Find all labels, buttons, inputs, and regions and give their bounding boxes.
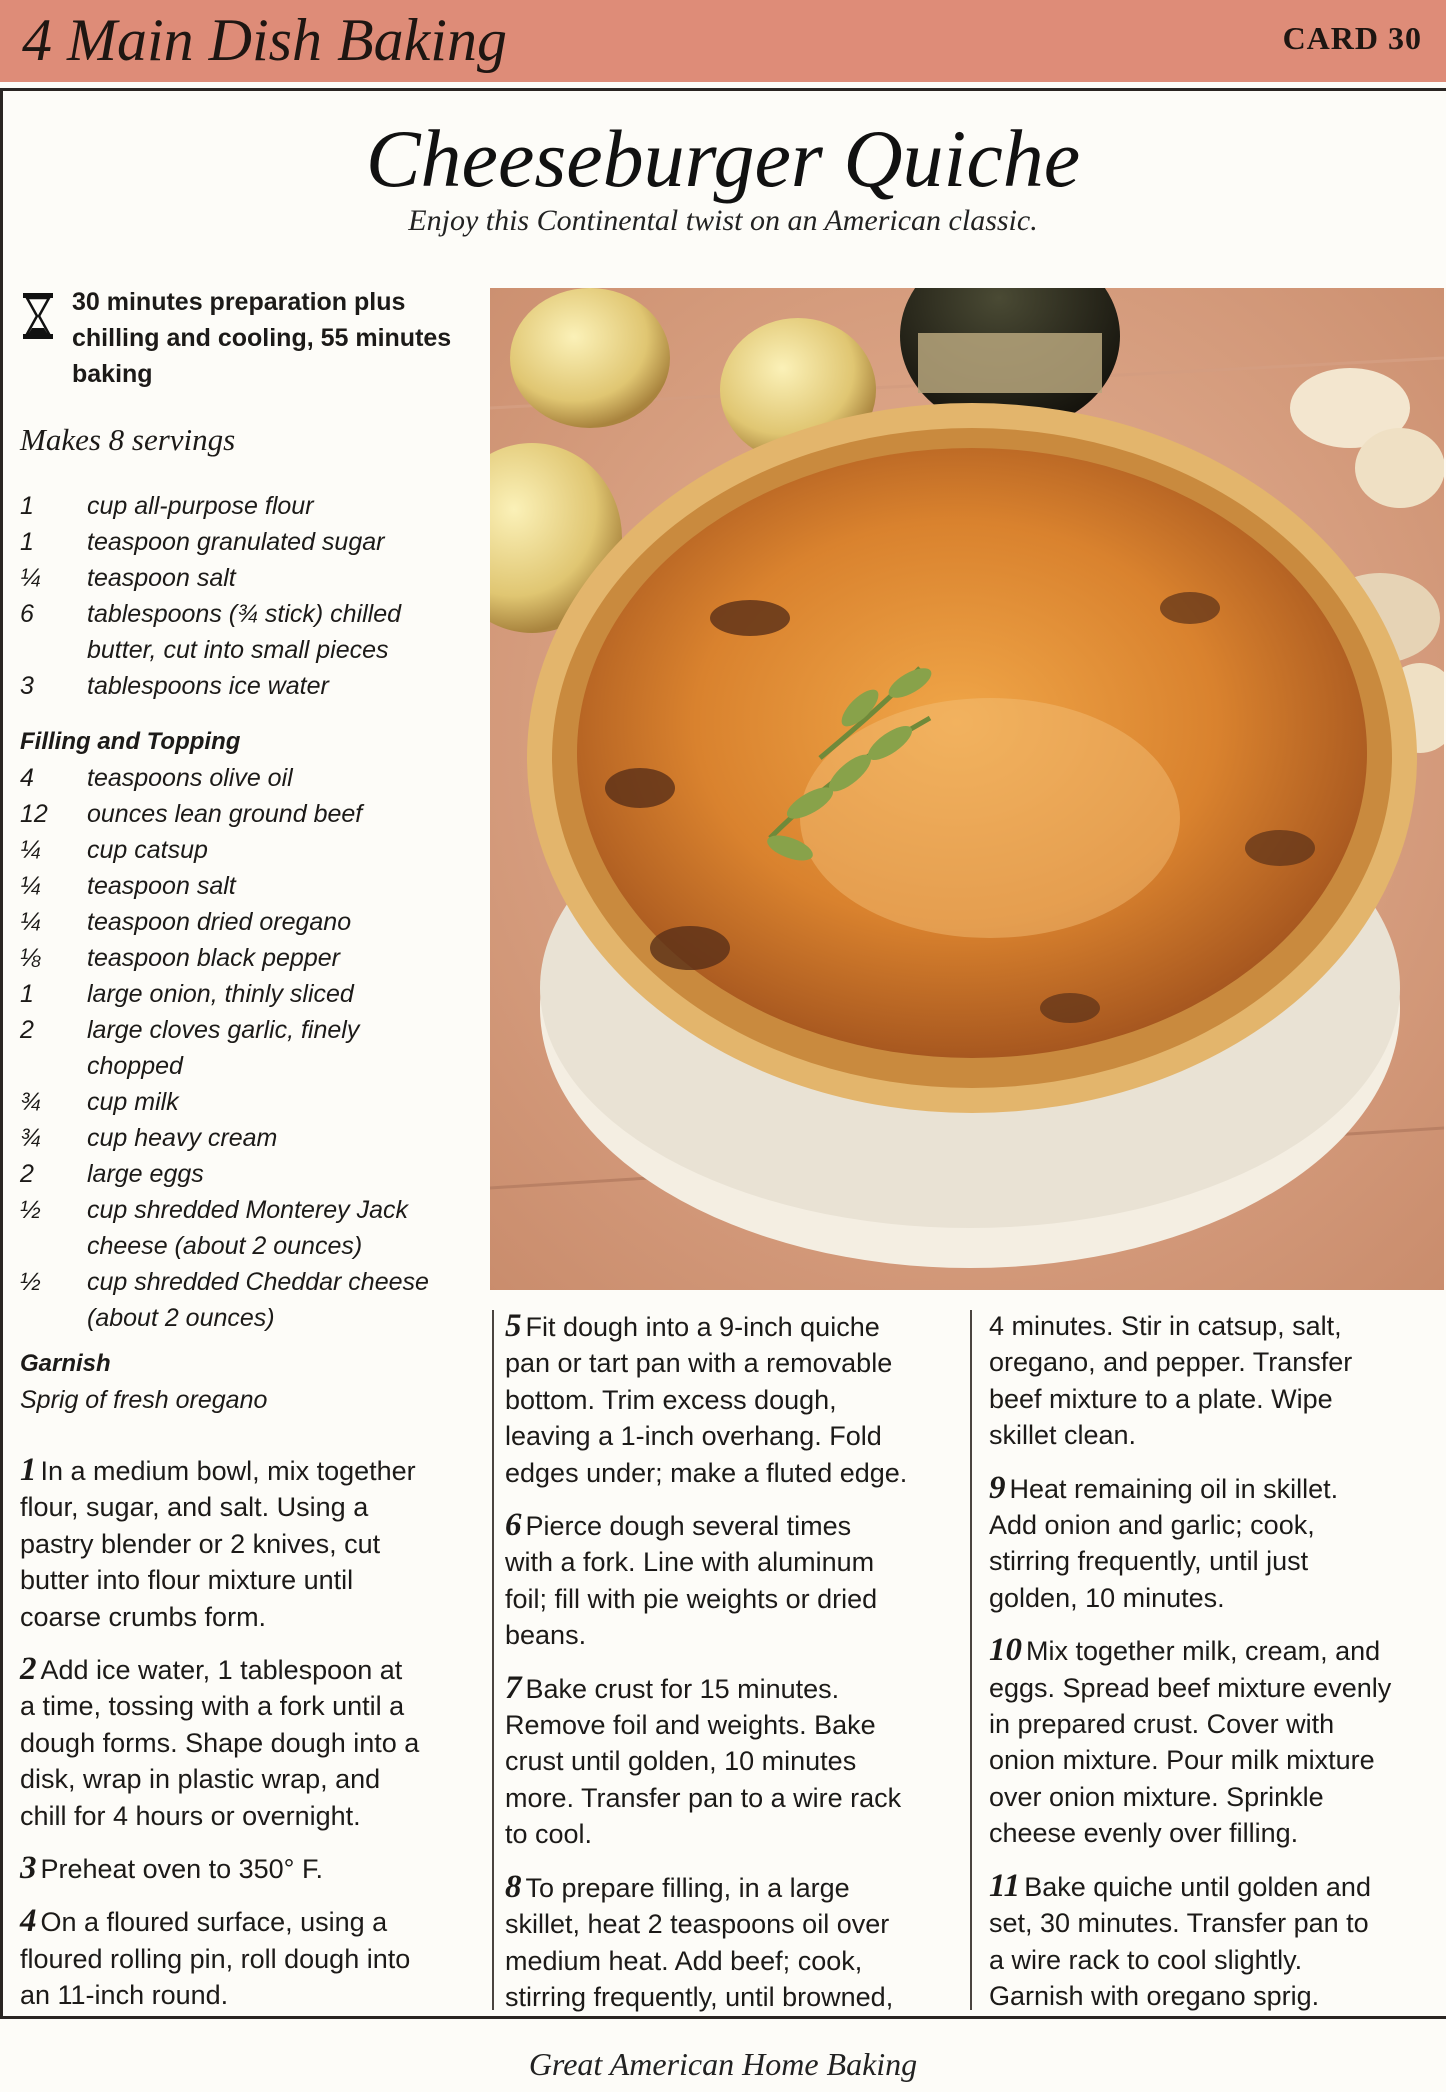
ingredient-row <box>20 796 485 832</box>
step-line <box>989 1706 1439 1742</box>
step-text: Pierce dough several times <box>525 1511 852 1542</box>
step-line <box>989 1344 1439 1380</box>
step-line <box>989 1742 1439 1778</box>
ingredient-quantity: 2 <box>20 1016 34 1044</box>
ingredient-quantity <box>20 1048 87 1084</box>
step-line <box>505 1743 960 1779</box>
frame-top-rule <box>0 88 1446 91</box>
step-line <box>505 1345 960 1381</box>
ingredient-quantity: ¼ <box>20 836 41 864</box>
ingredient-quantity: ½ <box>20 1268 41 1296</box>
step-line <box>20 1798 480 1834</box>
timer-text <box>72 284 482 392</box>
step-text: foil; fill with pie weights or dried <box>505 1583 878 1614</box>
ingredient-row <box>20 760 485 796</box>
ingredient-quantity: ¼ <box>20 564 41 592</box>
step-text: set, 30 minutes. Transfer pan to <box>989 1908 1369 1939</box>
step-line <box>20 1599 480 1635</box>
ingredient-quantity <box>20 1300 87 1336</box>
ingredient-row <box>20 488 485 524</box>
step-number: 5 <box>505 1308 522 1344</box>
step-text: stirring frequently, until browned, <box>505 1981 894 2012</box>
garnish-heading: Garnish <box>20 1350 111 1377</box>
ingredient-quantity: ½ <box>20 1196 41 1224</box>
recipe-title: Cheeseburger Quiche <box>365 113 1081 204</box>
instruction-step <box>505 1670 960 1853</box>
step-line <box>989 1507 1439 1543</box>
step-line <box>989 1381 1439 1417</box>
step-line <box>20 1903 480 1940</box>
step-text: On a floured surface, using a <box>40 1907 388 1938</box>
step-text: onion mixture. Pour milk mixture <box>989 1745 1375 1776</box>
step-line <box>989 1868 1439 1905</box>
step-text: Preheat oven to 350° F. <box>40 1854 323 1885</box>
recipe-subtitle: Enjoy this Continental twist on an American classic. <box>408 204 1038 237</box>
step-text: an 11-inch round. <box>20 1980 229 2011</box>
ingredient-text: large eggs <box>87 1160 204 1188</box>
ingredient-text: ounces lean ground beef <box>87 800 363 828</box>
step-text: Bake quiche until golden and <box>1024 1871 1371 1902</box>
ingredient-row <box>20 668 485 704</box>
ingredient-text: large onion, thinly sliced <box>87 980 354 1008</box>
ingredient-row <box>20 1084 485 1120</box>
quiche-photo-illustration <box>490 288 1444 1290</box>
ingredient-quantity: 6 <box>20 600 34 628</box>
step-line <box>989 1942 1439 1978</box>
ingredient-text: cheese (about 2 ounces) <box>87 1232 363 1260</box>
ingredient-quantity: 2 <box>20 1160 34 1188</box>
timer-line: chilling and cooling, 55 minutes <box>72 324 452 352</box>
step-text: dough forms. Shape dough into a <box>20 1727 420 1758</box>
step-text: Garnish with oregano sprig. <box>989 1980 1320 2011</box>
ingredient-text: teaspoon dried oregano <box>87 908 352 936</box>
timer-line: 30 minutes preparation plus <box>72 288 406 316</box>
step-text: disk, wrap in plastic wrap, and <box>20 1764 381 1795</box>
step-text: In a medium bowl, mix together <box>40 1456 416 1486</box>
step-line <box>20 1725 480 1761</box>
ingredient-quantity: 4 <box>20 764 34 792</box>
footer-title: Great American Home Baking <box>528 2046 918 2082</box>
step-line <box>989 1978 1439 2014</box>
instruction-step <box>20 1651 480 1834</box>
filling-heading: Filling and Topping <box>20 728 241 755</box>
step-text: oregano, and pepper. Transfer <box>989 1347 1353 1378</box>
step-line <box>505 1869 960 1906</box>
step-number: 1 <box>20 1452 37 1488</box>
step-number: 7 <box>505 1669 522 1706</box>
step-text: over onion mixture. Sprinkle <box>989 1781 1324 1812</box>
step-line <box>505 1979 960 2015</box>
card-number: CARD 30 <box>1282 20 1422 56</box>
step-text: skillet, heat 2 teaspoons oil over <box>505 1909 890 1940</box>
crust-ingredients <box>20 488 485 704</box>
step-line <box>989 1670 1439 1706</box>
column-divider <box>970 1310 972 2010</box>
step-text: 4 minutes. Stir in catsup, salt, <box>989 1311 1342 1341</box>
steps-column-1 <box>20 1452 480 2030</box>
ingredient-quantity: 12 <box>20 800 48 828</box>
step-line <box>505 1507 960 1544</box>
step-text: skillet clean. <box>989 1420 1137 1451</box>
step-line <box>20 1977 480 2013</box>
step-line <box>989 1417 1439 1453</box>
step-text: eggs. Spread beef mixture evenly <box>989 1672 1392 1703</box>
step-line <box>20 1941 480 1977</box>
instruction-step <box>989 1308 1439 1454</box>
ingredient-row <box>20 1264 485 1300</box>
step-line <box>505 1617 960 1653</box>
step-text: to cool. <box>505 1819 593 1850</box>
ingredient-row <box>20 596 485 632</box>
ingredient-row <box>20 1228 485 1264</box>
step-number: 11 <box>989 1867 1021 1904</box>
step-text: floured rolling pin, roll dough into <box>20 1943 411 1974</box>
instruction-step <box>989 1632 1439 1851</box>
garnish-text: Sprig of fresh oregano <box>20 1386 268 1414</box>
step-line <box>505 1382 960 1418</box>
ingredient-row <box>20 632 485 668</box>
ingredient-row <box>20 1156 485 1192</box>
step-line <box>505 1455 960 1491</box>
instruction-step <box>505 1308 960 1491</box>
ingredient-quantity: 1 <box>20 492 34 520</box>
ingredient-row <box>20 976 485 1012</box>
step-line <box>989 1543 1439 1579</box>
ingredient-text: cup heavy cream <box>87 1124 278 1152</box>
step-line <box>20 1526 480 1562</box>
ingredient-quantity: ¼ <box>20 908 41 936</box>
step-text: a wire rack to cool slightly. <box>989 1944 1303 1975</box>
step-line <box>505 1906 960 1942</box>
step-text: stirring frequently, until just <box>989 1546 1309 1577</box>
ingredient-text: chopped <box>87 1052 183 1080</box>
step-text: butter into flour mixture until <box>20 1565 354 1596</box>
step-line <box>505 1544 960 1580</box>
ingredient-text: teaspoons olive oil <box>87 764 293 792</box>
ingredient-text: tablespoons ice water <box>87 672 329 700</box>
ingredient-text: cup all-purpose flour <box>87 492 314 520</box>
step-number: 8 <box>505 1868 522 1905</box>
step-text: edges under; make a fluted edge. <box>505 1457 908 1488</box>
step-line <box>20 1850 480 1887</box>
ingredient-quantity: 1 <box>20 980 34 1008</box>
instruction-step <box>505 1507 960 1654</box>
ingredient-text: cup catsup <box>87 836 208 864</box>
step-text: beef mixture to a plate. Wipe <box>989 1383 1333 1414</box>
ingredient-quantity: 3 <box>20 672 34 700</box>
servings: Makes 8 servings <box>20 422 236 457</box>
step-text: Heat remaining oil in skillet. <box>1009 1473 1339 1504</box>
ingredient-row <box>20 940 485 976</box>
instruction-step <box>505 1869 960 2016</box>
step-number: 3 <box>20 1850 37 1887</box>
quiche-photo <box>490 288 1444 1290</box>
ingredient-row <box>20 1012 485 1048</box>
step-line <box>505 1308 960 1345</box>
ingredient-row <box>20 832 485 868</box>
instruction-step <box>20 1850 480 1887</box>
ingredient-text: cup milk <box>87 1088 179 1116</box>
step-number: 6 <box>505 1507 522 1544</box>
step-line <box>989 1815 1439 1851</box>
step-line <box>989 1779 1439 1815</box>
step-line <box>989 1905 1439 1941</box>
step-text: Mix together milk, cream, and <box>1026 1636 1381 1667</box>
step-text: Fit dough into a 9-inch quiche <box>525 1312 880 1342</box>
step-line <box>505 1581 960 1617</box>
step-line <box>989 1470 1439 1507</box>
step-line <box>505 1943 960 1979</box>
step-line <box>505 1418 960 1454</box>
instruction-step <box>989 1868 1439 2015</box>
step-line <box>20 1688 480 1724</box>
step-text: with a fork. Line with aluminum <box>505 1547 875 1578</box>
column-divider <box>492 1310 494 2010</box>
step-text: beans. <box>505 1620 587 1651</box>
ingredient-text: teaspoon granulated sugar <box>87 528 385 556</box>
step-number: 10 <box>989 1632 1022 1669</box>
ingredient-row <box>20 1192 485 1228</box>
step-text: To prepare filling, in a large <box>525 1872 850 1903</box>
hourglass-icon <box>22 292 54 340</box>
ingredient-text: cup shredded Monterey Jack <box>87 1196 409 1224</box>
instruction-step <box>20 1452 480 1635</box>
ingredient-quantity: ¾ <box>20 1124 41 1152</box>
ingredient-text: butter, cut into small pieces <box>87 636 389 664</box>
category-banner <box>0 0 1446 82</box>
step-text: medium heat. Add beef; cook, <box>505 1945 863 1976</box>
step-text: leaving a 1-inch overhang. Fold <box>505 1421 882 1452</box>
ingredients-list <box>20 488 485 1336</box>
step-text: cheese evenly over filling. <box>989 1818 1299 1849</box>
steps-column-3 <box>989 1308 1439 2030</box>
step-line <box>989 1580 1439 1616</box>
timer-line: baking <box>72 360 153 388</box>
step-text: chill for 4 hours or overnight. <box>20 1800 361 1831</box>
ingredient-row <box>20 1048 485 1084</box>
step-text: in prepared crust. Cover with <box>989 1709 1335 1740</box>
ingredient-text: tablespoons (¾ stick) chilled <box>87 600 402 628</box>
ingredient-text: large cloves garlic, finely <box>87 1016 360 1044</box>
step-text: Bake crust for 15 minutes. <box>525 1673 840 1704</box>
step-number: 4 <box>20 1903 37 1940</box>
step-line <box>989 1632 1439 1669</box>
step-line <box>505 1816 960 1852</box>
ingredient-text: teaspoon salt <box>87 564 236 592</box>
step-line <box>20 1489 480 1525</box>
filling-ingredients <box>20 760 485 1336</box>
step-line <box>20 1761 480 1797</box>
step-line <box>505 1780 960 1816</box>
ingredient-row <box>20 868 485 904</box>
step-text: golden, 10 minutes. <box>989 1582 1225 1613</box>
ingredient-text: cup shredded Cheddar cheese <box>87 1268 429 1296</box>
step-number: 9 <box>989 1469 1006 1506</box>
ingredient-row <box>20 904 485 940</box>
instruction-step <box>989 1470 1439 1617</box>
step-text: pastry blender or 2 knives, cut <box>20 1528 381 1559</box>
step-text: flour, sugar, and salt. Using a <box>20 1492 369 1523</box>
ingredient-quantity: ¼ <box>20 872 41 900</box>
step-text: more. Transfer pan to a wire rack <box>505 1782 902 1813</box>
step-number: 2 <box>20 1651 37 1688</box>
step-line <box>20 1651 480 1688</box>
step-line <box>20 1562 480 1598</box>
ingredient-row <box>20 1300 485 1336</box>
step-text: pan or tart pan with a removable <box>505 1348 893 1379</box>
instruction-step <box>20 1903 480 2013</box>
step-text: bottom. Trim excess dough, <box>505 1384 837 1415</box>
step-line <box>989 1308 1439 1344</box>
step-text: Add onion and garlic; cook, <box>989 1510 1315 1541</box>
ingredient-row <box>20 560 485 596</box>
step-text: Add ice water, 1 tablespoon at <box>40 1655 403 1686</box>
step-line <box>505 1670 960 1707</box>
ingredient-text: teaspoon black pepper <box>87 944 340 972</box>
timer-block <box>22 284 482 392</box>
ingredient-row <box>20 1120 485 1156</box>
ingredient-quantity: ⅛ <box>20 944 41 972</box>
ingredient-quantity: 1 <box>20 528 34 556</box>
ingredient-row <box>20 524 485 560</box>
frame-left-rule <box>0 88 3 2016</box>
step-text: crust until golden, 10 minutes <box>505 1746 857 1777</box>
step-line <box>20 1452 480 1489</box>
step-text: coarse crumbs form. <box>20 1601 267 1632</box>
step-text: Remove foil and weights. Bake <box>505 1710 876 1741</box>
ingredient-quantity <box>20 1228 87 1264</box>
ingredient-text: (about 2 ounces) <box>87 1304 275 1332</box>
ingredient-quantity: ¾ <box>20 1088 41 1116</box>
category-title: 4 Main Dish Baking <box>22 7 507 73</box>
steps-column-2 <box>505 1308 960 2031</box>
ingredient-text: teaspoon salt <box>87 872 236 900</box>
step-line <box>505 1707 960 1743</box>
step-text: a time, tossing with a fork until a <box>20 1691 405 1722</box>
ingredient-quantity <box>20 632 87 668</box>
